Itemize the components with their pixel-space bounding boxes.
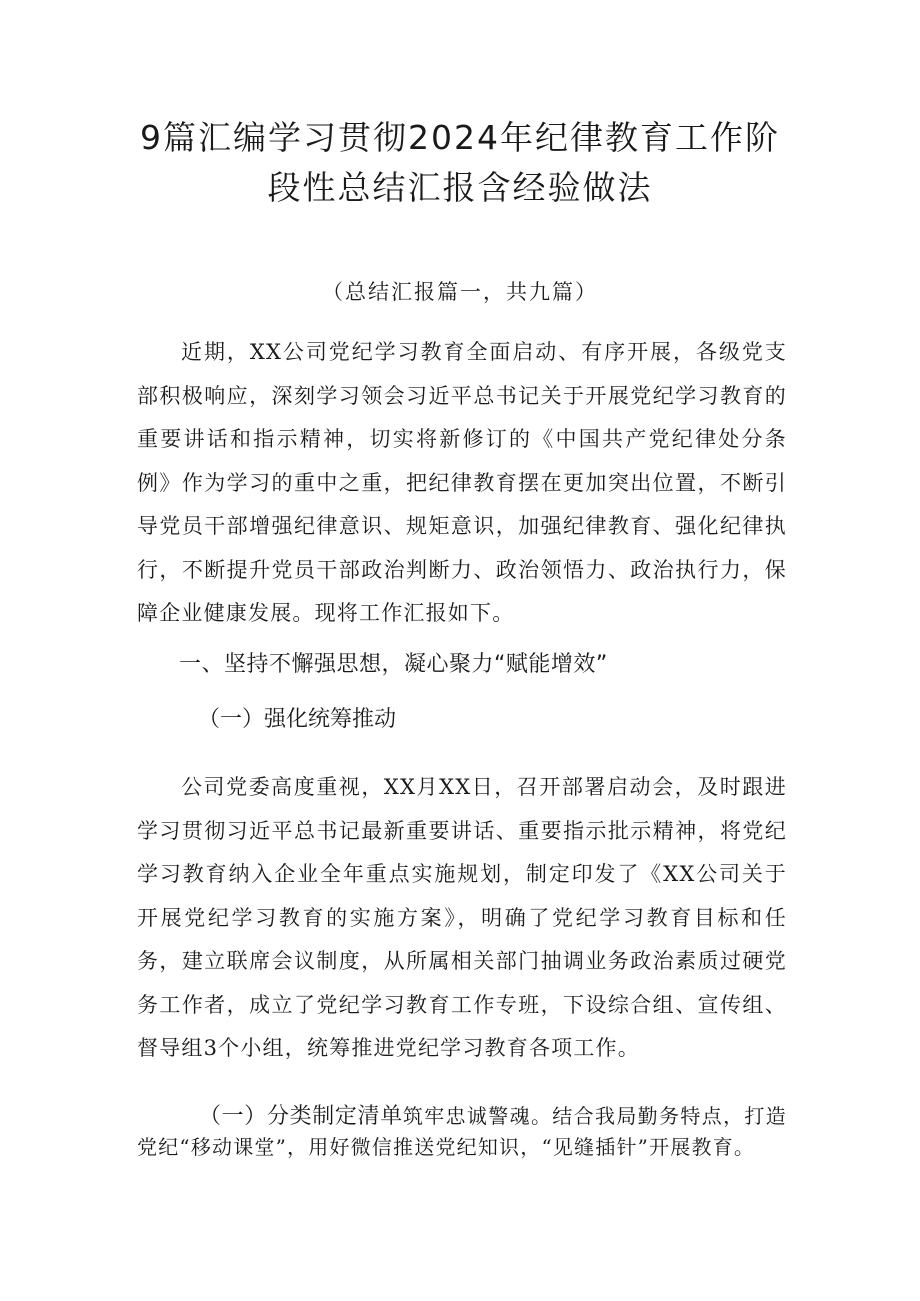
subsection-1-paragraph: 公司党委高度重视，XX月XX日，召开部署启动会，及时跟进学习贯彻习近平总书记最新重要讲话、重要指示批示精神，将党纪学习教育纳入企业全年重点实施规划，制定印发了《XX公司关于开展党纪学习教育的实施方案》，明确了党纪学习教育目标和任务，建立联席会议制度，从所属相关部门抽调业务政治素质过硬党务工作者，成立了党纪学习教育工作专班，下设综合组、宣传组、督导组3个小组，统筹推进党纪学习教育各项工作。 bbox=[137, 775, 787, 1060]
subsection-1-heading: （一）强化统筹推动 bbox=[198, 707, 397, 732]
intro-paragraph: 近期，XX公司党纪学习教育全面启动、有序开展，各级党支部积极响应，深刻学习领会习近平总书记关于开展党纪学习教育的重要讲话和指示精神，切实将新修订的《中国共产党纪律处分条例》作为学习的重中之重，把纪律教育摆在更加突出位置，不断引导党员干部增强纪律意识、规矩意识，加强纪律教育、强化纪律执行，不断提升党员干部政治判断力、政治领悟力、政治执行力，保障企业健康发展。现将工作汇报如下。 bbox=[137, 340, 787, 625]
subsection-2-text: 筑牢忠诚警魂。结合我局勤务特点，打造党纪“移动课堂”，用好微信推送党纪知识，“见缝插针”开展教育。 bbox=[137, 1104, 787, 1159]
section-1-heading: 一、坚持不懈强思想，凝心聚力“赋能增效” bbox=[179, 652, 608, 677]
subsection-2-paragraph bbox=[137, 1101, 787, 1162]
document-subtitle: （总结汇报篇一，共九篇） bbox=[322, 280, 598, 304]
document-title-line-1: 9篇汇编学习贯彻2024年纪律教育工作阶 bbox=[140, 118, 780, 157]
document-title-line-2: 段性总结汇报含经验做法 bbox=[267, 168, 653, 207]
subsection-2-lead: （一）分类制定清单 bbox=[199, 1104, 403, 1129]
